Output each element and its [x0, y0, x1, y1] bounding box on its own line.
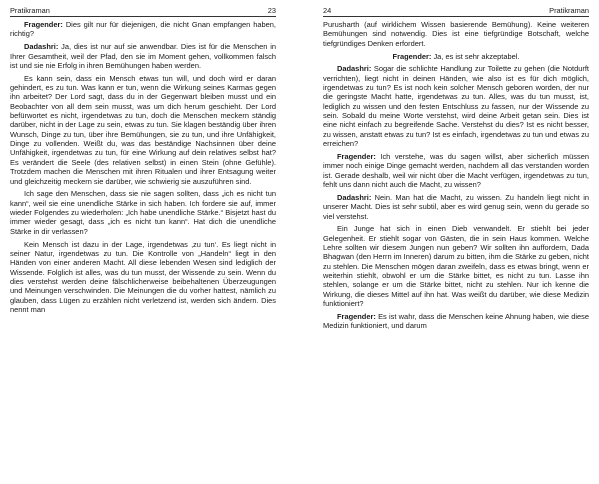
paragraph-text: Es kann sein, dass ein Mensch etwas tun will, und doch wird er daran gehindert, es zu tun. Was kann er tun, wenn die Wirkung seines Karmas gegen ihn arbeitet? Der Lord sagt, dass du in der Gegenwart bleiben musst und ein Beobachter von all dem sein musst, was um dich herum geschieht. Der Lord befürwortet es nicht, irgendetwas zu tun, doch die Menschen meckern ständig darüber, nicht in der Lage zu sein, etwas zu tun. Sie klagen beständig über ihren Wunsch, Dinge zu tun, über ihre Bemühungen, sie zu tun, und ihre Unfähigkeit, Dinge zu vollenden. Weißt du, was das beständige Nachsinnen über deine Unfähigkeit, irgendetwas zu tun, für eine Wirkung auf dein relatives selbst hat? Es verändert die Seele (des relativen selbst) in einen Stein (ohne Gefühle). Trotzdem machen die Menschen mit ihren Ritualen und ihrer Entsagung weiter und gleichzeitig meckern sie darüber, wie schwierig sie auszuführen sind.: [10, 73, 276, 186]
paragraph-text: Dies gilt nur für diejenigen, die nicht Gnan empfangen haben, richtig?: [10, 20, 276, 39]
paragraph: [10, 74, 276, 186]
left-page: [10, 6, 276, 476]
paragraph: [323, 152, 589, 189]
paragraph-text: Sogar die schlichte Handlung zur Toilette zu gehen (die Notdurft verrichten), liegt nicht in deinen Händen, wie also ist es für dich möglich, irgendetwas zu tun? Es ist noch kein solcher Mensch geboren worden, der nur die geringste Macht hatte, irgendetwas zu tun. Alles, was du tun musst, ist, lediglich zu wissen und den festen Entschluss zu fassen, nur der Wissende zu sein. Sobald du meine Worte verstehst, wird deine Arbeit getan sein. Dies ist eine nicht einfach zu begreifende Sache. Verstehst du dies? Ist es nicht besser, zu wissen, anstatt etwas zu tun? Ist es einfach, irgendetwas zu tun und etwas zu erreichen?: [323, 64, 589, 149]
paragraph: [10, 42, 276, 70]
paragraph: [323, 224, 589, 308]
paragraph-text: Ja, es ist sehr akzeptabel.: [431, 51, 520, 61]
paragraph-text: Kein Mensch ist dazu in der Lage, irgendetwas ‚zu tun‘. Es liegt nicht in seiner Natur, irgendetwas zu tun. Die Kontrolle von „Handeln“ liegt in den Händen von einer anderen Macht. All diese lebenden Wesen sind lediglich der Wissende. Folglich ist alles, was du tun musst, der Wissende zu sein. Wenn du dies verstehst werden deine fälschlicherweise beibehaltenen Überzeugungen und Meinungen verschwinden. Die Meinungen die du vorher hattest, nämlich zu glauben, dass Lügen zu erzählen nicht verletzend ist, werden sich ändern. Dies nennt man: [10, 239, 276, 314]
paragraph: [10, 20, 276, 39]
paragraph-text: Ja, dies ist nur auf sie anwendbar. Dies ist für die Menschen in Ihrer Gesamtheit, weil der Pfad, den sie im Moment gehen, vollkommen falsch ist und sie nie Erfolg in ihren Bemühungen haben werden.: [10, 42, 276, 70]
running-title: Pratikraman: [549, 6, 589, 15]
paragraph: [323, 193, 589, 221]
paragraph-text: Es ist wahr, dass die Menschen keine Ahnung haben, wie diese Medizin funktioniert, und darum: [323, 311, 589, 331]
speaker-label: Fragender:: [24, 20, 63, 29]
speaker-label: Fragender:: [337, 151, 376, 161]
speaker-label: Dadashri:: [24, 42, 59, 52]
page-header: [323, 6, 589, 17]
speaker-label: Fragender:: [337, 311, 376, 321]
paragraph: [323, 20, 589, 48]
page-header: [10, 6, 276, 17]
paragraph-text: Ich sage den Menschen, dass sie nie sagen sollten, dass „ich es nicht tun kann“, weil sie eine unendliche Stärke in sich haben. Ich fordere sie auf, immer wieder Folgendes zu wiederholen: „Ich habe unendliche Stärke.“ Bisjetzt hast du immer wieder gesagt, dass „ich es nicht tun kann“. Hat dich die unendliche Stärke in dir verlassen?: [10, 189, 276, 236]
speaker-label: Fragender:: [392, 51, 432, 61]
paragraph-text: Purusharth (auf wirklichem Wissen basierende Bemühung). Keine weiteren Bemühungen sind notwendig. Dies ist eine tiefgründige Botschaft, welche tiefgründiges Denken erfordert.: [323, 20, 589, 48]
paragraph-text: Ein Junge hat sich in einen Dieb verwandelt. Er stiehlt bei jeder Gelegenheit. Er stiehlt sogar von Gästen, die in sein Haus kommen. Welche Lehre sollten wir diesem Jungen nun geben? Wir sollten ihn auffordern, Dada Bhagwan (den Herrn im Inneren) darum zu bitten, ihm die Stärke zu geben, nicht zu stehlen. Die Menschen mögen daran zweifeln, dass es etwas bringt, wenn er weiterhin stiehlt, obwohl er um die Stärke bittet, es nicht zu tun. Lasse ihn stehlen, solange er um die Stärke bittet, nicht zu stehlen. Nur ich kenne die Wirkung, die dieses Mittel auf ihn hat. Was weißt du darüber, wie diese Medizin funktioniert?: [323, 224, 589, 309]
paragraph-text: Nein. Man hat die Macht, zu wissen. Zu handeln liegt nicht in unserer Macht. Dies ist sehr subtil, aber es wird genug sein, wenn du gerade so viel verstehst.: [323, 192, 589, 221]
speaker-label: Dadashri:: [337, 192, 372, 202]
running-title: Pratikraman: [10, 6, 50, 15]
paragraph: [10, 189, 276, 236]
paragraph: [323, 64, 589, 148]
page-number: 24: [323, 6, 332, 15]
speaker-label: Dadashri:: [337, 64, 372, 74]
paragraph: [10, 240, 276, 315]
paragraph: [323, 52, 589, 61]
paragraph-text: Ich verstehe, was du sagen willst, aber sicherlich müssen immer noch einige Dinge gemacht werden, nachdem all das verstanden worden ist. Gerade deshalb, weil wir nicht über die Macht verfügen, irgendetwas zu tun, fehlt uns dann nicht auch die Macht, zu wissen?: [323, 151, 589, 189]
page-number: 23: [267, 6, 276, 15]
paragraph: [323, 312, 589, 331]
right-page: [323, 6, 589, 476]
